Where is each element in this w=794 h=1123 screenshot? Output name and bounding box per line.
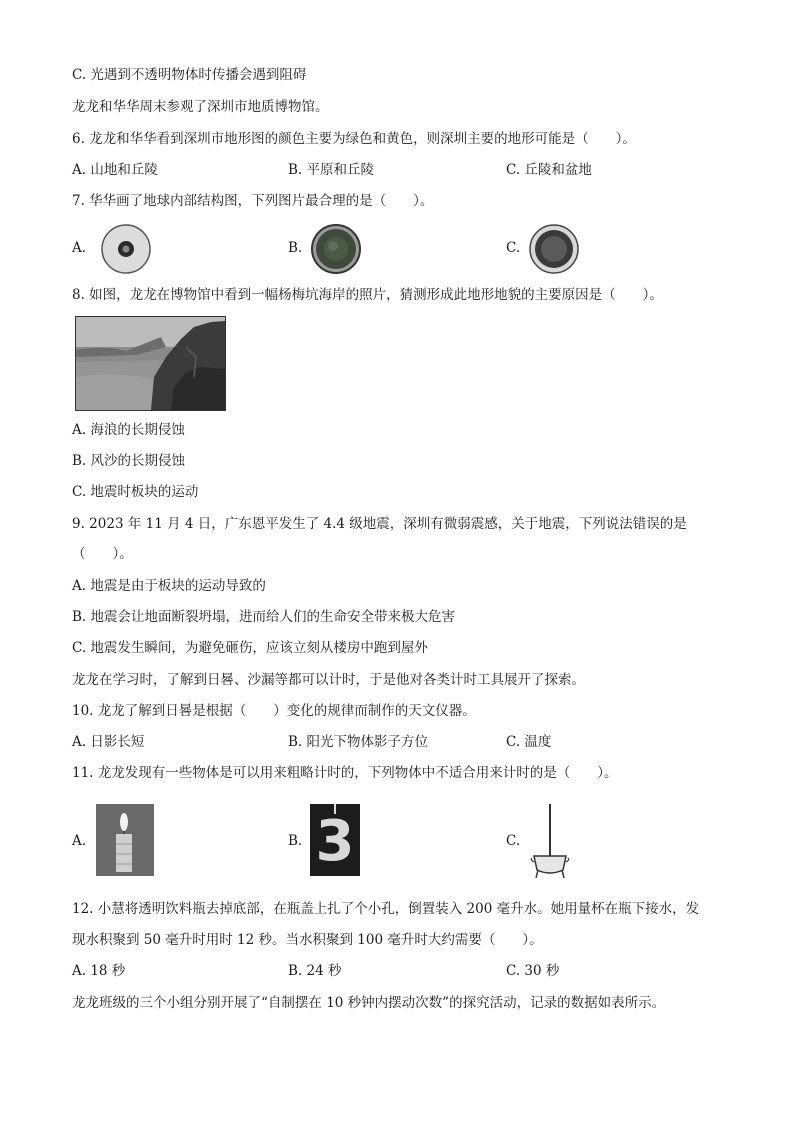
- q8-option-b: B. 风沙的长期侵蚀: [72, 453, 186, 469]
- option-c-light-text: C. 光遇到不透明物体时传播会遇到阻碍: [72, 67, 307, 83]
- q10-option-c: C. 温度: [506, 734, 552, 750]
- q7-option-b-label: B.: [288, 240, 303, 256]
- earth-structure-diagram-b: [310, 223, 362, 275]
- question-12: 12. 小慧将透明饮料瓶去掉底部，在瓶盖上扎了个小孔，倒置装入 200 毫升水。她用量杯在瓶下接水，发: [72, 901, 700, 917]
- question-10: 10. 龙龙了解到日晷是根据（ ）变化的规律而制作的天文仪器。: [72, 703, 476, 719]
- q8-option-c: C. 地震时板块的运动: [72, 484, 199, 500]
- q11-option-a-label: A.: [72, 833, 87, 849]
- q6-option-c: C. 丘陵和盆地: [506, 162, 592, 178]
- question-9: 9. 2023 年 11 月 4 日，广东恩平发生了 4.4 级地震，深圳有微弱震感，关于地震，下列说法错误的是: [72, 516, 687, 532]
- coastline-photo: [75, 316, 226, 411]
- q9-option-c: C. 地震发生瞬间，为避免砸伤，应该立刻从楼房中跑到屋外: [72, 640, 428, 656]
- q12-option-b: B. 24 秒: [288, 963, 342, 979]
- question-11: 11. 龙龙发现有一些物体是可以用来粗略计时的，下列物体中不适合用来计时的是（ ）。: [72, 765, 618, 781]
- number-candle-image: [310, 804, 360, 876]
- earth-structure-diagram-a: [100, 223, 152, 275]
- q7-option-c-label: C.: [506, 240, 521, 256]
- q6-option-a: A. 山地和丘陵: [72, 162, 158, 178]
- question-6: 6. 龙龙和华华看到深圳市地形图的颜色主要为绿色和黄色，则深圳主要的地形可能是（ ）。: [72, 131, 636, 147]
- q9-option-a: A. 地震是由于板块的运动导致的: [72, 578, 266, 594]
- intro-museum-text: 龙龙和华华周末参观了深圳市地质博物馆。: [72, 99, 329, 115]
- question-12-continuation: 现水积聚到 50 毫升时用时 12 秒。当水积聚到 100 毫升时大约需要（ ）。: [72, 932, 543, 948]
- q11-option-b-label: B.: [288, 833, 303, 849]
- q9-option-b: B. 地震会让地面断裂坍塌，进而给人们的生命安全带来极大危害: [72, 609, 456, 625]
- q6-option-b: B. 平原和丘陵: [288, 162, 375, 178]
- question-7: 7. 华华画了地球内部结构图，下列图片最合理的是（ ）。: [72, 193, 434, 209]
- q12-option-a: A. 18 秒: [72, 963, 126, 979]
- question-9-continuation: （ ）。: [72, 546, 133, 562]
- intro-pendulum-text: 龙龙班级的三个小组分别开展了“自制摆在 10 秒钟内摆动次数”的探究活动，记录的数据如表所示。: [72, 995, 666, 1011]
- earth-structure-diagram-c: [528, 223, 580, 275]
- q8-option-a: A. 海浪的长期侵蚀: [72, 422, 185, 438]
- incense-burner-image: [528, 800, 572, 880]
- q11-option-c-label: C.: [506, 833, 521, 849]
- q10-option-b: B. 阳光下物体影子方位: [288, 734, 429, 750]
- intro-timekeeping-text: 龙龙在学习时，了解到日晷、沙漏等都可以计时，于是他对各类计时工具展开了探索。: [72, 672, 585, 688]
- number-candle-digit: 3: [315, 809, 355, 874]
- q7-option-a-label: A.: [72, 240, 87, 256]
- candle-image: [96, 804, 154, 876]
- question-8: 8. 如图，龙龙在博物馆中看到一幅杨梅坑海岸的照片，猜测形成此地形地貌的主要原因是（ ）。: [72, 287, 663, 303]
- q12-option-c: C. 30 秒: [506, 963, 560, 979]
- q10-option-a: A. 日影长短: [72, 734, 145, 750]
